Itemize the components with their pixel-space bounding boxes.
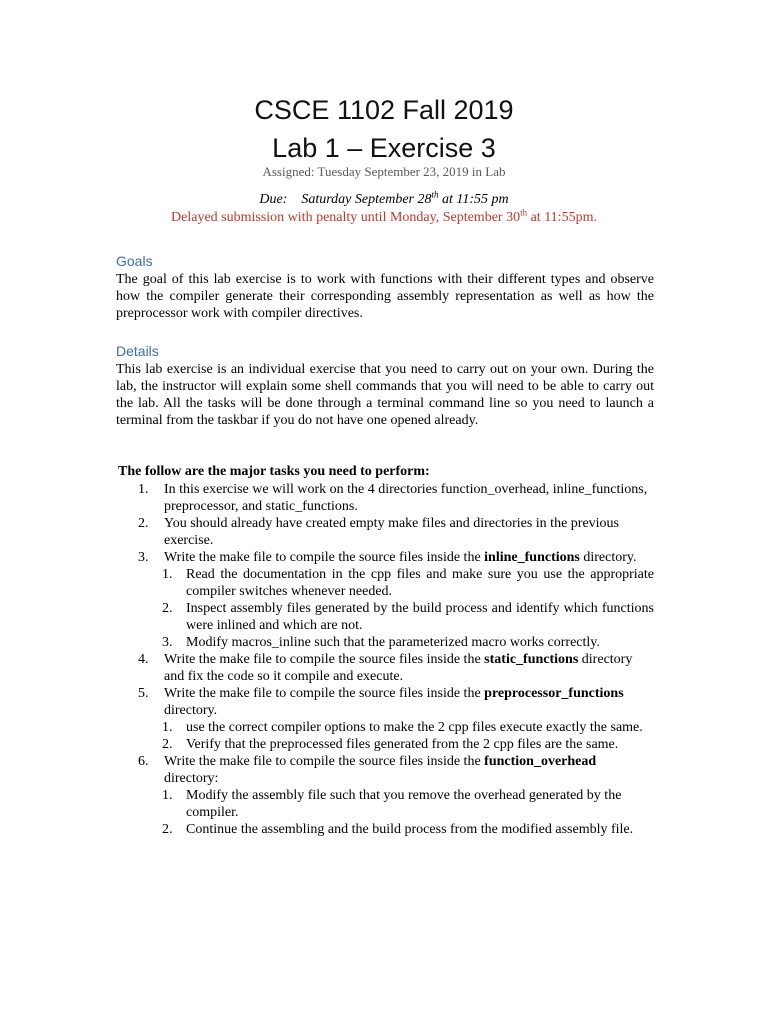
task-text: In this exercise we will work on the 4 directories function_overhead, inline_functions, preprocessor, and static_functions. [164, 482, 648, 514]
delayed-submission-note [0, 209, 768, 227]
due-date-suffix: th [431, 189, 439, 200]
details-heading: Details [116, 343, 159, 359]
task-number: 3. [138, 550, 149, 565]
subtask-number: 2. [162, 822, 173, 837]
subtask-number: 3. [162, 635, 173, 650]
task-number: 4. [138, 652, 149, 667]
subtask-item [118, 719, 654, 736]
subtask-number: 1. [162, 788, 173, 803]
subtask-number: 2. [162, 601, 173, 616]
subtask-item [118, 736, 654, 753]
subtask-text: Continue the assembling and the build process from the modified assembly file. [186, 822, 634, 837]
task-item-2 [118, 515, 654, 549]
subtask-text: use the correct compiler options to make the 2 cpp files execute exactly the same. [186, 720, 643, 735]
due-date [0, 191, 768, 209]
task-item-1 [118, 481, 654, 515]
due-label: Due: [259, 192, 288, 207]
task-item-4 [118, 651, 654, 685]
subtask-text: Modify the assembly file such that you remove the overhead generated by the compiler. [186, 788, 622, 820]
delayed-time: at 11:55pm. [527, 210, 597, 225]
task-item-5 [118, 685, 654, 719]
subtask-text: Modify macros_inline such that the parameterized macro works correctly. [186, 635, 600, 650]
subtask-number: 1. [162, 720, 173, 735]
task-text: Write the make file to compile the source files inside the static_functions directory and fix the code so it compile and execute. [164, 652, 633, 684]
subtask-item [118, 787, 654, 821]
task-text: You should already have created empty make files and directories in the previous exercise. [164, 516, 619, 548]
subtask-number: 2. [162, 737, 173, 752]
goals-heading: Goals [116, 253, 153, 269]
task-item-6 [118, 753, 654, 787]
task-text: Write the make file to compile the source files inside the function_overhead directory: [164, 754, 597, 786]
document-title: CSCE 1102 Fall 2019 [254, 95, 514, 125]
subtask-number: 1. [162, 567, 173, 582]
due-date-text: Saturday September 28 [301, 192, 432, 207]
details-paragraph: This lab exercise is an individual exercise that you need to carry out on your own. During the lab, the instructor will explain some shell commands that you will need to be able to carry out the lab. All the tasks will be done through a terminal command line so you need to launch a terminal from the taskbar if you do not have one opened already. [116, 362, 654, 428]
task-text: Write the make file to compile the source files inside the preprocessor_functions directory. [164, 686, 624, 718]
document-subtitle: Lab 1 – Exercise 3 [272, 133, 496, 163]
task-list [118, 481, 654, 838]
directory-name: function_overhead [484, 754, 597, 769]
task-number: 1. [138, 482, 149, 497]
delayed-text: Delayed submission with penalty until Monday, September 30 [171, 210, 521, 225]
subtask-text: Inspect assembly files generated by the build process and identify which functions were inlined and which are not. [186, 601, 654, 633]
directory-name: inline_functions [484, 550, 580, 565]
task-number: 5. [138, 686, 149, 701]
directory-name: preprocessor_functions [484, 686, 624, 701]
subtask-item [118, 821, 654, 838]
task-number: 2. [138, 516, 149, 531]
subtask-item [118, 566, 654, 600]
subtask-item [118, 600, 654, 634]
assigned-date: Assigned: Tuesday September 23, 2019 in Lab [262, 164, 506, 179]
task-item-3 [118, 549, 654, 566]
task-number: 6. [138, 754, 149, 769]
task-text: Write the make file to compile the source files inside the inline_functions directory. [164, 550, 637, 565]
subtask-text: Verify that the preprocessed files generated from the 2 cpp files are the same. [186, 737, 619, 752]
directory-name: static_functions [484, 652, 579, 667]
delayed-suffix: th [520, 207, 528, 218]
goals-paragraph: The goal of this lab exercise is to work with functions with their different types and observe how the compiler generate their corresponding assembly representation as well as how the preprocessor work with compiler directives. [116, 272, 654, 321]
due-time: at 11:55 pm [438, 192, 509, 207]
subtask-item [118, 634, 654, 651]
subtask-text: Read the documentation in the cpp files and make sure you use the appropriate compiler switches whenever needed. [186, 567, 654, 599]
tasks-intro: The follow are the major tasks you need to perform: [118, 464, 430, 479]
